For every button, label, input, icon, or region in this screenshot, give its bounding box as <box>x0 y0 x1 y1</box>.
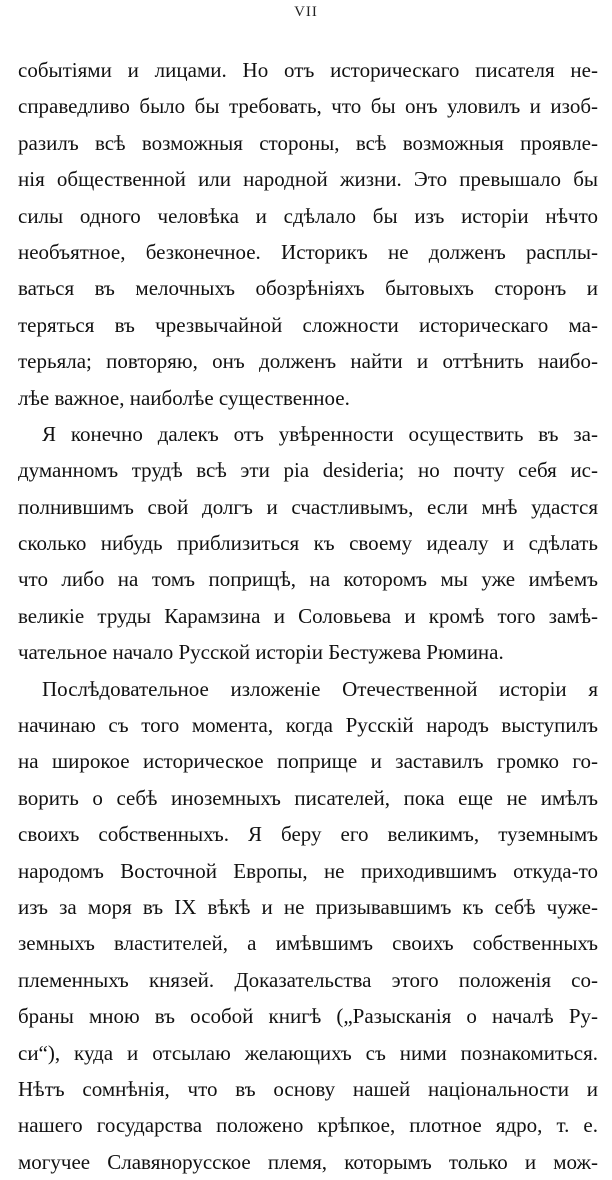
text-line: чательное начало Русской исторіи Бестужева Рюмина. <box>18 640 504 665</box>
page-number: VII <box>294 4 318 20</box>
text-line: начинаю съ того момента, когда Русскій народъ выступилъ <box>18 713 598 738</box>
text-line: на широкое историческое поприще и заставилъ громко го- <box>18 749 598 774</box>
text-line: си“), куда и отсылаю желающихъ съ ними познакомиться. <box>18 1040 598 1065</box>
text-line: теряться въ чрезвычайной сложности историческаго ма- <box>18 312 598 337</box>
text-line: необъятное, безконечное. Историкъ не долженъ расплы- <box>18 239 598 264</box>
text-line: силы одного человѣка и сдѣлало бы изъ исторіи нѣчто <box>18 203 598 228</box>
text-line: племенныхъ князей. Доказательства этого положенія со- <box>18 967 598 992</box>
paragraph-start-line: Послѣдовательное изложеніе Отечественной исторіи я <box>42 676 598 701</box>
text-line: терьяла; повторяю, онъ долженъ найти и оттѣнить наибо- <box>18 349 598 374</box>
text-line: что либо на томъ поприщѣ, на которомъ мы уже имѣемъ <box>18 567 598 592</box>
text-line: могучее Славянорусское племя, которымъ только и мож- <box>18 1149 598 1174</box>
text-line: полнившимъ свой долгъ и счастливымъ, если мнѣ удастся <box>18 494 598 519</box>
text-line: событіями и лицами. Но отъ историческаго писателя не- <box>18 58 598 82</box>
text-line: изъ за моря въ IX вѣкѣ и не призывавшимъ къ себѣ чуже- <box>18 894 598 919</box>
text-line: земныхъ властителей, а имѣвшимъ своихъ собственныхъ <box>18 931 598 956</box>
text-line: лѣе важное, наиболѣе существенное. <box>18 385 350 410</box>
text-line: сколько нибудь приблизиться къ своему идеалу и сдѣлать <box>18 531 598 556</box>
text-line: браны мною въ особой книгѣ („Разысканія о началѣ Ру- <box>18 1004 598 1029</box>
text-line: разилъ всѣ возможныя стороны, всѣ возможныя проявле- <box>18 130 598 155</box>
text-line: нашего государства положено крѣпкое, плотное ядро, т. е. <box>18 1113 598 1138</box>
text-line: народомъ Восточной Европы, не приходившимъ откуда-то <box>18 858 598 883</box>
text-line: великіе труды Карамзина и Соловьева и кромѣ того замѣ- <box>18 603 598 628</box>
text-line: своихъ собственныхъ. Я беру его великимъ, туземнымъ <box>18 822 598 847</box>
text-line: думанномъ трудѣ всѣ эти pia desideria; но почту себя ис- <box>18 458 598 483</box>
text-line: ворить о себѣ иноземныхъ писателей, пока еще не имѣлъ <box>18 785 598 810</box>
text-line: справедливо было бы требовать, что бы онъ уловилъ и изоб- <box>18 94 598 119</box>
text-line: нія общественной или народной жизни. Это превышало бы <box>18 167 598 192</box>
paragraph-start-line: Я конечно далекъ отъ увѣренности осуществить въ за- <box>42 421 598 446</box>
text-line: ваться въ мелочныхъ обозрѣніяхъ бытовыхъ сторонъ и <box>18 276 598 301</box>
body-text <box>18 52 598 1180</box>
text-line: Нѣтъ сомнѣнія, что въ основу нашей національности и <box>18 1076 598 1101</box>
